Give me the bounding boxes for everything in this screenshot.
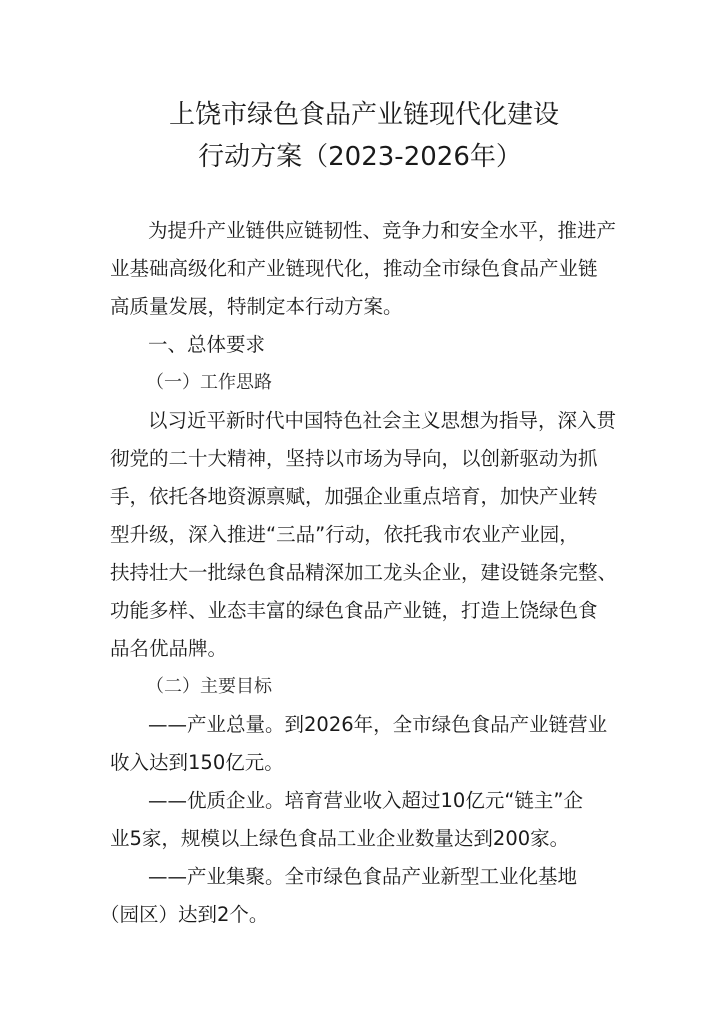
paragraph-line: 功能多样、业态丰富的绿色食品产业链，打造上饶绿色食 [110,599,598,622]
paragraph-line: 为提升产业链供应链韧性、竞争力和安全水平，推进产 [148,219,617,242]
paragraph-line: ——优质企业。培育营业收入超过10亿元“链主”企 [148,789,584,812]
paragraph-line: 品名优品牌。 [110,637,228,660]
paragraph-line: 扶持壮大一批绿色食品精深加工龙头企业，建设链条完整、 [110,561,618,584]
subsection-heading: （一）工作思路 [146,372,272,393]
paragraph-line: 业5家，规模以上绿色食品工业企业数量达到200家。 [110,827,570,850]
document-title-line-2: 行动方案（2023-2026年） [198,142,522,172]
paragraph-line: 彻党的二十大精神，坚持以市场为导向，以创新驱动为抓 [110,447,598,470]
paragraph-line: 手，依托各地资源禀赋，加强企业重点培育，加快产业转 [110,485,598,508]
section-heading: 一、总体要求 [148,333,266,356]
paragraph-line: 高质量发展，特制定本行动方案。 [110,295,403,318]
paragraph-line: （园区）达到2个。 [100,903,269,926]
paragraph-line: ——产业总量。到2026年，全市绿色食品产业链营业 [148,713,608,736]
document-title-line-1: 上饶市绿色食品产业链现代化建设 [168,100,559,130]
paragraph-line: ——产业集聚。全市绿色食品产业新型工业化基地 [148,865,578,888]
paragraph-line: 型升级，深入推进“三品”行动，依托我市农业产业园， [110,523,579,546]
paragraph-line: 业基础高级化和产业链现代化，推动全市绿色食品产业链 [110,257,598,280]
paragraph-line: 收入达到150亿元。 [110,751,284,774]
paragraph-line: 以习近平新时代中国特色社会主义思想为指导，深入贯 [148,409,617,432]
subsection-heading: （二）主要目标 [146,676,272,697]
